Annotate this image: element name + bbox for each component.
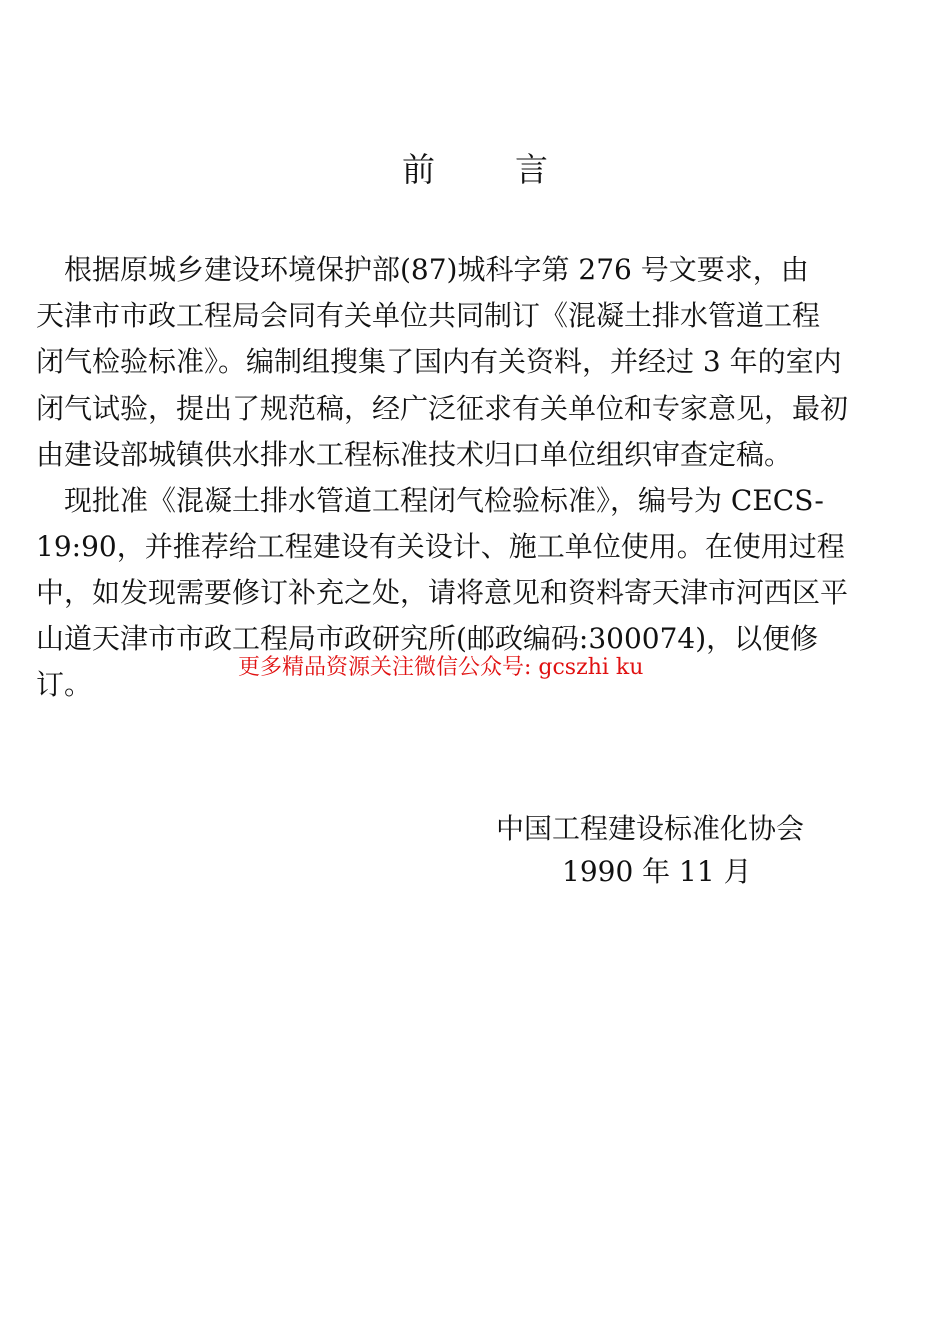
signature-organization: 中国工程建设标准化协会	[496, 812, 805, 845]
text-line: 现批准《混凝土排水管道工程闭气检验标准》，编号为 CECS-	[36, 484, 824, 517]
page-title	[0, 144, 950, 191]
text-line: 中，如发现需要修订补充之处，请将意见和资料寄天津市河西区平	[36, 576, 849, 609]
watermark-text: 更多精品资源关注微信公众号: gcszhi ku	[238, 655, 644, 680]
text-line: 19:90，并推荐给工程建设有关设计、施工单位使用。在使用过程	[36, 530, 845, 563]
title-char-2: 言	[515, 150, 548, 189]
signature-date: 1990 年 11 月	[562, 855, 752, 888]
text-line: 闭气试验，提出了规范稿，经广泛征求有关单位和专家意见，最初	[36, 392, 849, 425]
title-char-1: 前	[402, 150, 435, 189]
text-line: 山道天津市市政工程局市政研究所(邮政编码:300074)，以便修	[36, 622, 819, 655]
text-line: 闭气检验标准》。编制组搜集了国内有关资料，并经过 3 年的室内	[36, 345, 842, 378]
text-line: 天津市市政工程局会同有关单位共同制订《混凝土排水管道工程	[36, 299, 821, 332]
text-line: 由建设部城镇供水排水工程标准技术归口单位组织审查定稿。	[36, 438, 793, 471]
text-line: 订。	[36, 668, 93, 701]
text-line: 根据原城乡建设环境保护部(87)城科字第 276 号文要求，由	[36, 253, 809, 286]
